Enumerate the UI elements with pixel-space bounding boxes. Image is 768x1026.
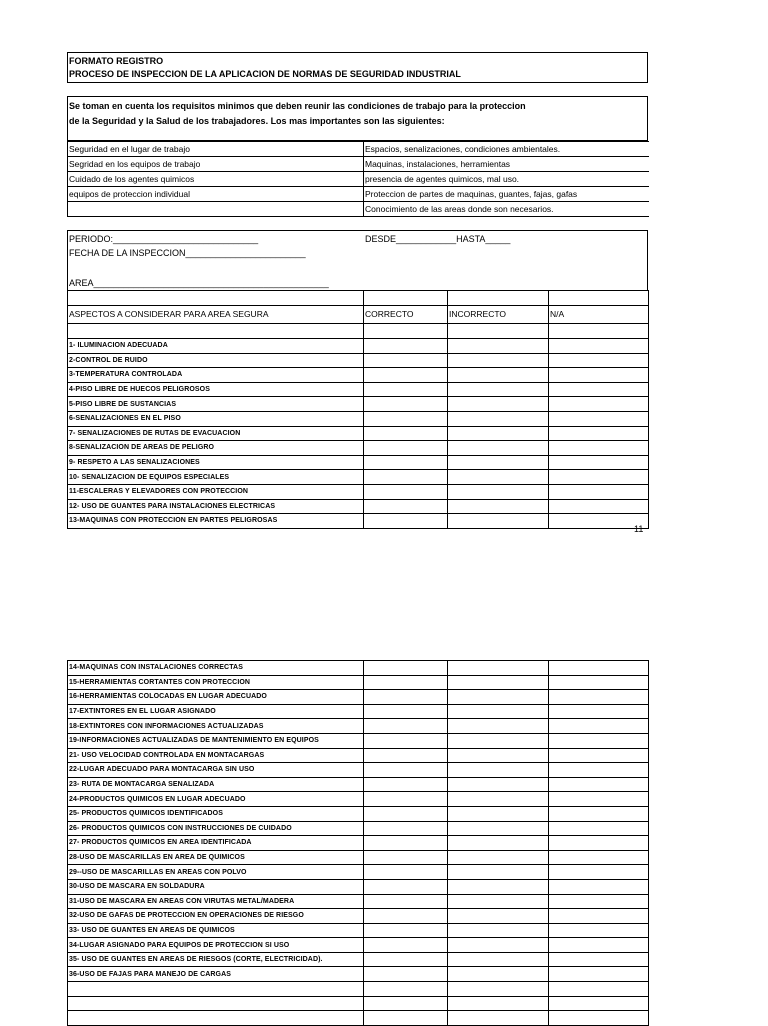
checklist-row: [68, 894, 649, 909]
table-row: [68, 1011, 649, 1026]
na-cell[interactable]: [549, 748, 649, 763]
incorrect-cell[interactable]: [448, 938, 549, 953]
checklist-item-label: 32-USO DE GAFAS DE PROTECCION EN OPERACIONES DE RIESGO: [68, 909, 364, 924]
checklist-row: [68, 806, 649, 821]
na-cell[interactable]: [549, 821, 649, 836]
na-cell[interactable]: [549, 923, 649, 938]
checklist-item-label: 13-MAQUINAS CON PROTECCION EN PARTES PELIGROSAS: [68, 514, 364, 529]
requirement-row: [68, 172, 649, 187]
checklist-item-label: 23- RUTA DE MONTACARGA SENALIZADA: [68, 777, 364, 792]
checklist-item-label: 21- USO VELOCIDAD CONTROLADA EN MONTACARGAS: [68, 748, 364, 763]
correct-cell[interactable]: [364, 792, 448, 807]
empty-cell[interactable]: [448, 982, 549, 997]
incorrect-cell[interactable]: [448, 894, 549, 909]
correct-cell[interactable]: [364, 426, 448, 441]
requirement-category: equipos de proteccion individual: [68, 187, 364, 202]
checklist-row: [68, 777, 649, 792]
page-number: 11: [634, 524, 644, 534]
correct-cell[interactable]: [364, 661, 448, 676]
checklist-item-label: 9- RESPETO A LAS SENALIZACIONES: [68, 455, 364, 470]
checklist-row: [68, 514, 649, 529]
checklist-row: [68, 733, 649, 748]
incorrect-cell[interactable]: [448, 836, 549, 851]
na-cell[interactable]: [549, 733, 649, 748]
checklist-row: [68, 661, 649, 676]
requirement-detail: Espacios, senalizaciones, condiciones ambientales.: [364, 142, 649, 157]
checklist-row: [68, 499, 649, 514]
checklist-row: [68, 792, 649, 807]
correct-cell[interactable]: [364, 865, 448, 880]
checklist-item-label: 26- PRODUCTOS QUIMICOS CON INSTRUCCIONES DE CUIDADO: [68, 821, 364, 836]
table-row: [68, 982, 649, 997]
incorrect-cell[interactable]: [448, 909, 549, 924]
checklist-item-label: 30-USO DE MASCARA EN SOLDADURA: [68, 879, 364, 894]
checklist-item-label: 24-PRODUCTOS QUIMICOS EN LUGAR ADECUADO: [68, 792, 364, 807]
na-cell[interactable]: [549, 879, 649, 894]
checklist-row: [68, 879, 649, 894]
checklist-row: [68, 470, 649, 485]
checklist-row: [68, 836, 649, 851]
incorrect-cell[interactable]: [448, 368, 549, 383]
correct-cell[interactable]: [364, 368, 448, 383]
requirement-row: [68, 187, 649, 202]
correct-cell[interactable]: [364, 850, 448, 865]
incorrect-cell[interactable]: [448, 353, 549, 368]
na-cell[interactable]: [549, 909, 649, 924]
checklist-item-label: 8-SENALIZACION DE AREAS DE PELIGRO: [68, 441, 364, 456]
checklist-item-label: 33- USO DE GUANTES EN AREAS DE QUIMICOS: [68, 923, 364, 938]
incorrect-cell[interactable]: [448, 426, 549, 441]
area-field[interactable]: AREA_______________________________________________: [69, 278, 329, 288]
checklist-row: [68, 821, 649, 836]
correct-cell[interactable]: [364, 339, 448, 354]
incorrect-cell[interactable]: [448, 675, 549, 690]
checklist-row: [68, 455, 649, 470]
intro-line-1: Se toman en cuenta los requisitos minimos que deben reunir las condiciones de trabajo para la proteccion: [69, 101, 526, 111]
checklist-row: [68, 411, 649, 426]
checklist-item-label: 7- SENALIZACIONES DE RUTAS DE EVACUACION: [68, 426, 364, 441]
incorrect-cell[interactable]: [448, 704, 549, 719]
correct-cell[interactable]: [364, 441, 448, 456]
incorrect-cell[interactable]: [448, 690, 549, 705]
checklist-row: [68, 704, 649, 719]
na-cell[interactable]: [549, 967, 649, 982]
incorrect-cell[interactable]: [448, 850, 549, 865]
checklist-item-label: 34-LUGAR ASIGNADO PARA EQUIPOS DE PROTECCION SI USO: [68, 938, 364, 953]
incorrect-cell[interactable]: [448, 339, 549, 354]
checklist-row: [68, 850, 649, 865]
inspection-info-box: [67, 230, 648, 290]
incorrect-cell[interactable]: [448, 397, 549, 412]
correct-cell[interactable]: [364, 836, 448, 851]
requirement-category: Cuidado de los agentes quimicos: [68, 172, 364, 187]
empty-cell[interactable]: [549, 982, 649, 997]
incorrect-cell[interactable]: [448, 470, 549, 485]
correct-cell[interactable]: [364, 806, 448, 821]
column-header-incorrect: INCORRECTO: [448, 306, 549, 324]
checklist-item-label: 14-MAQUINAS CON INSTALACIONES CORRECTAS: [68, 661, 364, 676]
requirement-category: Seguridad en el lugar de trabajo: [68, 142, 364, 157]
checklist-table-page-1: [67, 290, 649, 529]
empty-cell[interactable]: [448, 1011, 549, 1026]
column-header-na: N/A: [549, 306, 649, 324]
form-header: [67, 52, 648, 83]
checklist-item-label: 18-EXTINTORES CON INFORMACIONES ACTUALIZADAS: [68, 719, 364, 734]
requirement-category: [68, 202, 364, 217]
na-cell[interactable]: [549, 938, 649, 953]
incorrect-cell[interactable]: [448, 777, 549, 792]
column-header-aspect: ASPECTOS A CONSIDERAR PARA AREA SEGURA: [68, 306, 364, 324]
checklist-item-label: 16-HERRAMIENTAS COLOCADAS EN LUGAR ADECUADO: [68, 690, 364, 705]
correct-cell[interactable]: [364, 777, 448, 792]
correct-cell[interactable]: [364, 733, 448, 748]
checklist-row: [68, 353, 649, 368]
correct-cell[interactable]: [364, 821, 448, 836]
incorrect-cell[interactable]: [448, 763, 549, 778]
na-cell[interactable]: [549, 806, 649, 821]
correct-cell[interactable]: [364, 470, 448, 485]
incorrect-cell[interactable]: [448, 484, 549, 499]
correct-cell[interactable]: [364, 353, 448, 368]
checklist-item-label: 19-INFORMACIONES ACTUALIZADAS DE MANTENIMIENTO EN EQUIPOS: [68, 733, 364, 748]
correct-cell[interactable]: [364, 879, 448, 894]
checklist-row: [68, 748, 649, 763]
empty-cell[interactable]: [364, 1011, 448, 1026]
checklist-item-label: 4-PISO LIBRE DE HUECOS PELIGROSOS: [68, 382, 364, 397]
checklist-item-label: 6-SENALIZACIONES EN EL PISO: [68, 411, 364, 426]
incorrect-cell[interactable]: [448, 952, 549, 967]
correct-cell[interactable]: [364, 763, 448, 778]
correct-cell[interactable]: [364, 484, 448, 499]
column-header-correct: CORRECTO: [364, 306, 448, 324]
incorrect-cell[interactable]: [448, 792, 549, 807]
correct-cell[interactable]: [364, 923, 448, 938]
na-cell[interactable]: [549, 865, 649, 880]
checklist-item-label: 17-EXTINTORES EN EL LUGAR ASIGNADO: [68, 704, 364, 719]
checklist-row: [68, 426, 649, 441]
na-cell[interactable]: [549, 719, 649, 734]
checklist-item-label: 3-TEMPERATURA CONTROLADA: [68, 368, 364, 383]
incorrect-cell[interactable]: [448, 661, 549, 676]
na-cell[interactable]: [549, 484, 649, 499]
correct-cell[interactable]: [364, 952, 448, 967]
incorrect-cell[interactable]: [448, 411, 549, 426]
requirement-detail: Maquinas, instalaciones, herramientas: [364, 157, 649, 172]
requirement-row: [68, 202, 649, 217]
checklist-item-label: 22-LUGAR ADECUADO PARA MONTACARGA SIN USO: [68, 763, 364, 778]
na-cell[interactable]: [549, 339, 649, 354]
incorrect-cell[interactable]: [448, 441, 549, 456]
checklist-item-label: 2-CONTROL DE RUIDO: [68, 353, 364, 368]
correct-cell[interactable]: [364, 499, 448, 514]
correct-cell[interactable]: [364, 909, 448, 924]
na-cell[interactable]: [549, 661, 649, 676]
na-cell[interactable]: [549, 850, 649, 865]
incorrect-cell[interactable]: [448, 455, 549, 470]
correct-cell[interactable]: [364, 967, 448, 982]
table-row: [68, 996, 649, 1011]
incorrect-cell[interactable]: [448, 967, 549, 982]
correct-cell[interactable]: [364, 938, 448, 953]
intro-line-2: de la Seguridad y la Salud de los trabajadores. Los mas importantes son las siguientes:: [69, 115, 445, 126]
correct-cell[interactable]: [364, 411, 448, 426]
incorrect-cell[interactable]: [448, 748, 549, 763]
checklist-table-page-2: [67, 660, 649, 1026]
incorrect-cell[interactable]: [448, 514, 549, 529]
empty-cell[interactable]: [364, 982, 448, 997]
table-row: [68, 324, 649, 339]
checklist-item-label: 36-USO DE FAJAS PARA MANEJO DE CARGAS: [68, 967, 364, 982]
correct-cell[interactable]: [364, 455, 448, 470]
checklist-item-label: 12- USO DE GUANTES PARA INSTALACIONES ELECTRICAS: [68, 499, 364, 514]
incorrect-cell[interactable]: [448, 719, 549, 734]
checklist-row: [68, 967, 649, 982]
na-cell[interactable]: [549, 792, 649, 807]
desde-hasta-field[interactable]: DESDE____________HASTA_____: [365, 234, 511, 244]
requirement-detail: presencia de agentes quimicos, mal uso.: [364, 172, 649, 187]
empty-cell[interactable]: [364, 996, 448, 1011]
empty-cell[interactable]: [68, 996, 364, 1011]
checklist-item-label: 25- PRODUCTOS QUIMICOS IDENTIFICADOS: [68, 806, 364, 821]
na-cell[interactable]: [549, 455, 649, 470]
form-subtitle: PROCESO DE INSPECCION DE LA APLICACION DE NORMAS DE SEGURIDAD INDUSTRIAL: [69, 69, 461, 79]
na-cell[interactable]: [549, 411, 649, 426]
checklist-item-label: 35- USO DE GUANTES EN AREAS DE RIESGOS (CORTE, ELECTRICIDAD).: [68, 952, 364, 967]
checklist-row: [68, 938, 649, 953]
empty-cell[interactable]: [549, 1011, 649, 1026]
empty-cell[interactable]: [448, 996, 549, 1011]
correct-cell[interactable]: [364, 382, 448, 397]
correct-cell[interactable]: [364, 719, 448, 734]
incorrect-cell[interactable]: [448, 923, 549, 938]
correct-cell[interactable]: [364, 514, 448, 529]
checklist-item-label: 15-HERRAMIENTAS CORTANTES CON PROTECCION: [68, 675, 364, 690]
column-header-row: [68, 306, 649, 324]
checklist-row: [68, 382, 649, 397]
checklist-row: [68, 923, 649, 938]
correct-cell[interactable]: [364, 690, 448, 705]
incorrect-cell[interactable]: [448, 806, 549, 821]
empty-cell[interactable]: [549, 996, 649, 1011]
incorrect-cell[interactable]: [448, 821, 549, 836]
requirement-category: Segridad en los equipos de trabajo: [68, 157, 364, 172]
requirement-detail: Proteccion de partes de maquinas, guantes, fajas, gafas: [364, 187, 649, 202]
na-cell[interactable]: [549, 353, 649, 368]
checklist-item-label: 27- PRODUCTOS QUIMICOS EN AREA IDENTIFICADA: [68, 836, 364, 851]
fecha-inspeccion-field[interactable]: FECHA DE LA INSPECCION________________________: [69, 248, 306, 258]
checklist-row: [68, 484, 649, 499]
checklist-row: [68, 719, 649, 734]
incorrect-cell[interactable]: [448, 382, 549, 397]
requirements-table: [67, 141, 649, 217]
checklist-row: [68, 952, 649, 967]
na-cell[interactable]: [549, 397, 649, 412]
incorrect-cell[interactable]: [448, 879, 549, 894]
empty-cell[interactable]: [68, 982, 364, 997]
requirement-row: [68, 157, 649, 172]
correct-cell[interactable]: [364, 894, 448, 909]
correct-cell[interactable]: [364, 397, 448, 412]
empty-cell[interactable]: [68, 1011, 364, 1026]
checklist-item-label: 28-USO DE MASCARILLAS EN AREA DE QUIMICOS: [68, 850, 364, 865]
intro-box: [67, 96, 648, 141]
correct-cell[interactable]: [364, 675, 448, 690]
na-cell[interactable]: [549, 952, 649, 967]
checklist-item-label: 11-ESCALERAS Y ELEVADORES CON PROTECCION: [68, 484, 364, 499]
checklist-row: [68, 441, 649, 456]
na-cell[interactable]: [549, 763, 649, 778]
checklist-row: [68, 909, 649, 924]
incorrect-cell[interactable]: [448, 733, 549, 748]
form-title: FORMATO REGISTRO: [69, 56, 164, 66]
na-cell[interactable]: [549, 690, 649, 705]
correct-cell[interactable]: [364, 704, 448, 719]
checklist-row: [68, 397, 649, 412]
incorrect-cell[interactable]: [448, 499, 549, 514]
na-cell[interactable]: [549, 426, 649, 441]
na-cell[interactable]: [549, 777, 649, 792]
checklist-row: [68, 690, 649, 705]
checklist-item-label: 10- SENALIZACION DE EQUIPOS ESPECIALES: [68, 470, 364, 485]
checklist-row: [68, 763, 649, 778]
table-row: [68, 291, 649, 306]
na-cell[interactable]: [549, 441, 649, 456]
checklist-item-label: 5-PISO LIBRE DE SUSTANCIAS: [68, 397, 364, 412]
na-cell[interactable]: [549, 470, 649, 485]
na-cell[interactable]: [549, 675, 649, 690]
correct-cell[interactable]: [364, 748, 448, 763]
na-cell[interactable]: [549, 499, 649, 514]
na-cell[interactable]: [549, 704, 649, 719]
checklist-row: [68, 865, 649, 880]
na-cell[interactable]: [549, 382, 649, 397]
na-cell[interactable]: [549, 894, 649, 909]
requirement-row: [68, 142, 649, 157]
checklist-item-label: 1- ILUMINACION ADECUADA: [68, 339, 364, 354]
incorrect-cell[interactable]: [448, 865, 549, 880]
checklist-item-label: 31-USO DE MASCARA EN AREAS CON VIRUTAS METAL/MADERA: [68, 894, 364, 909]
checklist-item-label: 29--USO DE MASCARILLAS EN AREAS CON POLVO: [68, 865, 364, 880]
checklist-row: [68, 675, 649, 690]
na-cell[interactable]: [549, 836, 649, 851]
na-cell[interactable]: [549, 368, 649, 383]
checklist-row: [68, 368, 649, 383]
checklist-row: [68, 339, 649, 354]
periodo-field[interactable]: PERIODO:_____________________________: [69, 234, 259, 244]
requirement-detail: Conocimiento de las areas donde son necesarios.: [364, 202, 649, 217]
